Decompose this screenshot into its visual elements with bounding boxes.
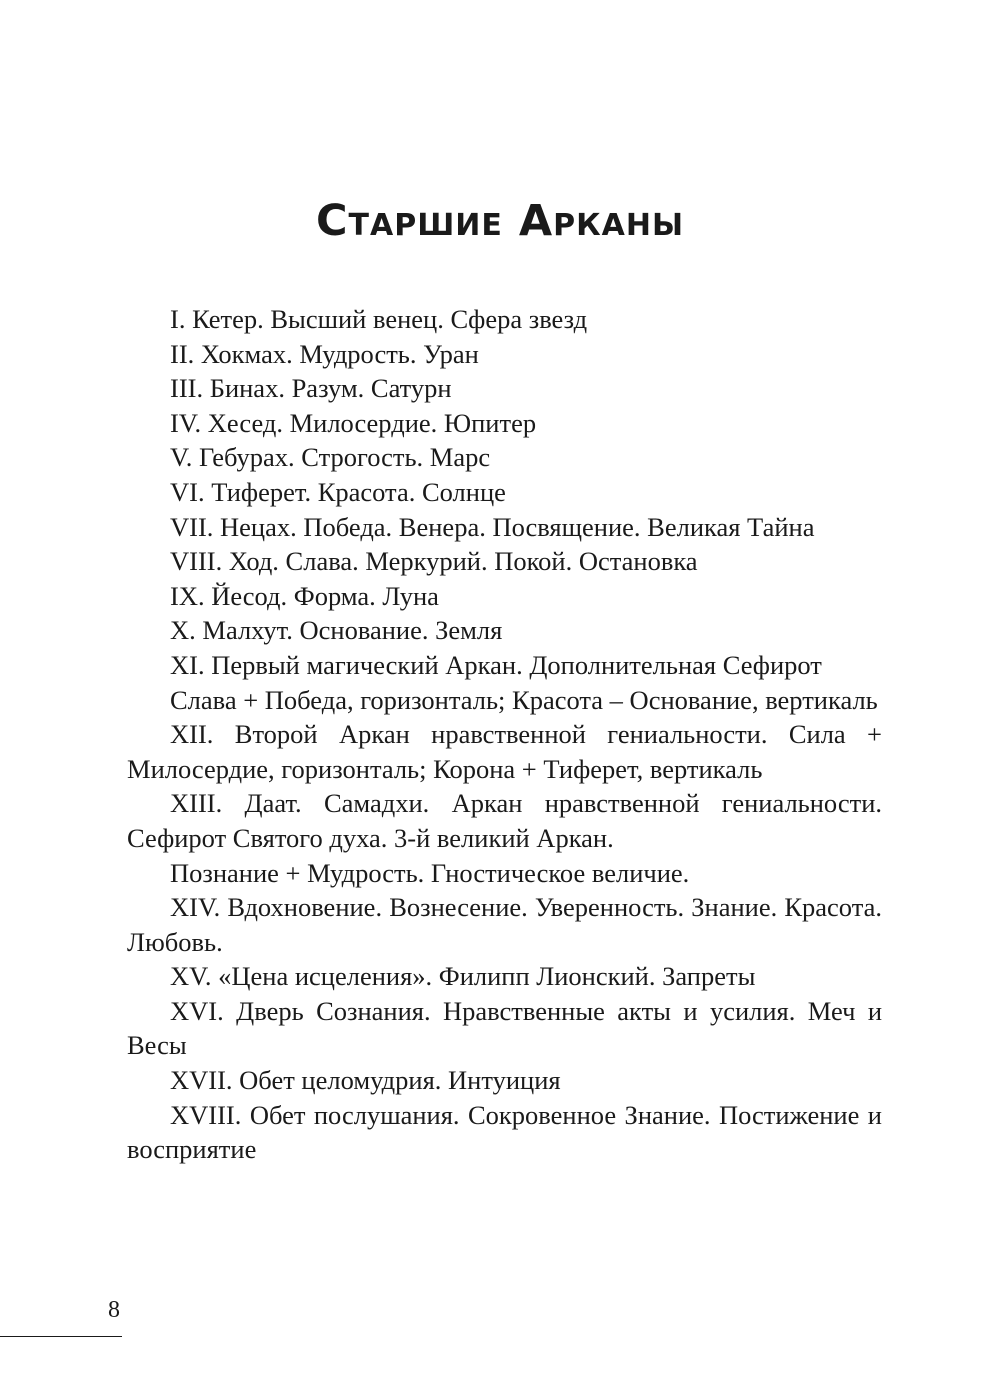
page-number-rule bbox=[0, 1336, 122, 1337]
list-item: IX. Йесод. Форма. Луна bbox=[170, 580, 439, 611]
list-item: XIV. Вдохновение. Вознесение. Уверенность. Знание. Красота. Любовь. bbox=[127, 892, 882, 957]
list-item: Слава + Победа, горизонталь; Красота – Основание, вертикаль bbox=[170, 684, 878, 715]
page-title: Старшие Арканы bbox=[315, 196, 685, 246]
list-item: X. Малхут. Основание. Земля bbox=[170, 615, 503, 646]
page-number: 8 bbox=[108, 1297, 120, 1323]
list-item: V. Гебурах. Строгость. Марс bbox=[170, 442, 491, 473]
arcana-list bbox=[127, 302, 882, 1167]
list-item: XVI. Дверь Сознания. Нравственные акты и усилия. Меч и Весы bbox=[127, 995, 882, 1061]
list-item: VI. Тиферет. Красота. Солнце bbox=[170, 476, 506, 507]
list-item: IV. Хесед. Милосердие. Юпитер bbox=[170, 407, 537, 438]
list-item: VIII. Ход. Слава. Меркурий. Покой. Остановка bbox=[170, 546, 698, 577]
list-item: Познание + Мудрость. Гностическое величие. bbox=[170, 857, 690, 888]
list-item: XVIII. Обет послушания. Сокровенное Знание. Постижение и восприятие bbox=[127, 1099, 882, 1165]
list-item: III. Бинах. Разум. Сатурн bbox=[170, 373, 452, 404]
list-item: XII. Второй Аркан нравственной гениальности. Сила + Милосердие, горизонталь; Корона + Тиферет, вертикаль bbox=[127, 719, 882, 784]
list-item: II. Хокмах. Мудрость. Уран bbox=[170, 338, 479, 369]
list-item: XV. «Цена исцеления». Филипп Лионский. Запреты bbox=[170, 961, 756, 992]
list-item: XVII. Обет целомудрия. Интуиция bbox=[170, 1065, 561, 1096]
list-item: XI. Первый магический Аркан. Дополнительная Сефирот bbox=[170, 649, 822, 680]
list-item: I. Кетер. Высший венец. Сфера звезд bbox=[170, 304, 588, 334]
list-item: VII. Нецах. Победа. Венера. Посвящение. Великая Тайна bbox=[170, 511, 815, 542]
list-item: XIII. Даат. Самадхи. Аркан нравственной гениальности. Сефирот Святого духа. 3-й великий Аркан. bbox=[127, 788, 882, 853]
